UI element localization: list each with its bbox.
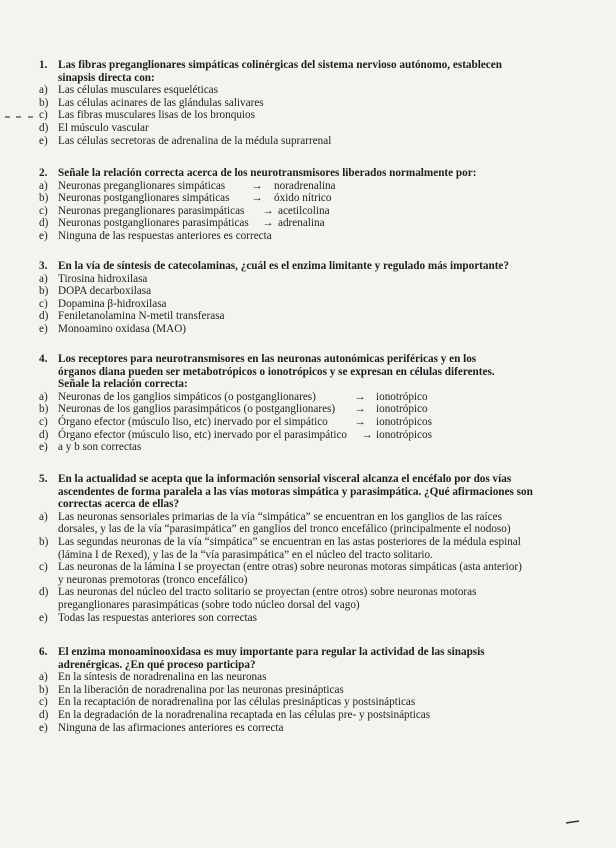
arrow-icon: →	[251, 192, 263, 205]
option-letter: b)	[39, 96, 49, 109]
option-letter: d)	[39, 217, 49, 230]
option-d	[39, 217, 528, 230]
option-text: Monoamino oxidasa (MAO)	[58, 322, 187, 335]
option-text: a y b son correctas	[58, 441, 142, 454]
option-c	[39, 297, 528, 311]
option-e	[39, 721, 528, 735]
option-letter: b)	[39, 192, 49, 205]
question-3	[0, 260, 616, 336]
option-d	[39, 310, 528, 323]
option-text: Ninguna de las afirmaciones anteriores es correcta	[58, 721, 284, 734]
option-text: Ninguna de las respuestas anteriores es correcta	[58, 229, 272, 242]
option-letter: c)	[39, 415, 48, 428]
arrow-icon: →	[251, 179, 263, 192]
option-e	[39, 229, 528, 243]
option-text: Dopamina β-hidroxilasa	[58, 297, 167, 310]
option-text: DOPA decarboxilasa	[58, 285, 152, 298]
option-letter: d)	[39, 121, 49, 134]
option-text: Todas las respuestas anteriores son correctas	[58, 611, 257, 624]
option-text: Las células secretoras de adrenalina de la médula suprarrenal	[58, 134, 332, 147]
option-left-text: Neuronas de los ganglios parasimpáticos (o postganglionares)	[58, 403, 336, 416]
option-letter: a)	[39, 510, 48, 523]
option-text: Las neuronas del núcleo del tracto solitario se proyectan (entre otros) sobre neuronas motoras preganglionares parasimpáticas (sobre todo núcleo dorsal del vago)	[58, 586, 477, 611]
scan-mark	[565, 818, 581, 826]
option-letter: c)	[39, 109, 48, 122]
option-a	[39, 390, 528, 404]
option-left-text: Neuronas preganglionares parasimpáticas	[58, 204, 245, 217]
option-c	[39, 204, 528, 218]
option-left-text: Neuronas postganglionares simpáticas	[58, 192, 230, 205]
option-letter: e)	[39, 721, 48, 734]
option-d	[39, 586, 528, 611]
option-right-text: ionotrópicos	[376, 415, 432, 428]
arrow-icon: →	[262, 217, 274, 230]
pen-stroke-mark	[4, 112, 38, 122]
option-left-text: Neuronas preganglionares simpáticas	[58, 179, 226, 192]
option-left-text: Neuronas de los ganglios simpáticos (o postganglionares)	[58, 390, 316, 403]
question-6	[0, 646, 616, 734]
option-text: Las células acinares de las glándulas salivares	[58, 96, 264, 109]
option-text: Las fibras musculares lisas de los bronquios	[58, 109, 255, 122]
option-a	[39, 272, 528, 286]
option-left-text: Órgano efector (músculo liso, etc) inervado por el parasimpático	[58, 428, 348, 441]
option-letter: a)	[39, 84, 48, 97]
option-text: En la liberación de noradrenalina por las neuronas presinápticas	[58, 683, 344, 696]
question-6-text	[39, 646, 518, 671]
arrow-icon: →	[354, 403, 366, 416]
question-number: 2.	[39, 167, 48, 179]
option-letter: e)	[39, 322, 48, 335]
question-5	[0, 473, 616, 624]
option-letter: c)	[39, 204, 48, 217]
option-e	[39, 134, 528, 148]
option-letter: e)	[39, 441, 48, 454]
option-c	[39, 696, 528, 709]
option-right-text: adrenalina	[278, 217, 325, 230]
option-letter: e)	[39, 229, 48, 242]
option-letter: b)	[39, 285, 49, 298]
option-letter: a)	[39, 390, 48, 403]
option-letter: c)	[39, 561, 48, 574]
option-e	[39, 322, 528, 336]
question-3-text	[39, 260, 538, 273]
arrow-icon: →	[262, 204, 274, 217]
question-statement: Señale la relación correcta acerca de los neurotransmisores liberados normalmente por:	[58, 167, 477, 179]
option-letter: d)	[39, 310, 49, 323]
option-text: En la síntesis de noradrenalina en las neuronas	[58, 671, 267, 684]
option-d	[39, 708, 528, 722]
question-number: 3.	[39, 260, 48, 272]
option-a	[39, 179, 528, 193]
option-text: Feniletanolamina N-metil transferasa	[58, 310, 225, 323]
option-letter: e)	[39, 134, 48, 147]
option-b	[39, 96, 528, 110]
option-b	[39, 683, 528, 697]
option-left-text: Órgano efector (músculo liso, etc) inervado por el simpático	[58, 415, 328, 428]
option-text: Las células musculares esqueléticas	[58, 84, 218, 97]
option-right-text: noradrenalina	[274, 179, 336, 192]
question-statement: En la actualidad se acepta que la información sensorial visceral alcanza el encéfalo por dos vías ascendentes de forma paralela a las vías motoras simpática y parasimpática. ¿Qué afirmaciones son correctas acerca de ellas?	[58, 473, 533, 511]
option-b	[39, 285, 528, 298]
option-letter: a)	[39, 671, 48, 684]
option-text: En la degradación de la noradrenalina recaptada en las células pre- y postsinápticas	[58, 708, 431, 721]
arrow-icon: →	[354, 415, 366, 428]
option-text: Las segundas neuronas de la vía “simpática” se encuentran en las astas posteriores de la médula espinal (lámina I de Rexed), y las de la “vía parasimpática” en el núcleo del tracto solitario.	[58, 535, 521, 561]
option-text: Tirosina hidroxilasa	[58, 272, 148, 285]
option-right-text: ionotrópico	[376, 403, 428, 416]
option-d	[39, 428, 528, 442]
option-d	[39, 121, 528, 135]
option-b	[39, 535, 528, 561]
option-e	[39, 611, 528, 625]
option-a	[39, 510, 528, 536]
option-c	[39, 415, 528, 429]
question-4	[0, 353, 616, 454]
option-a	[39, 671, 528, 684]
option-letter: e)	[39, 611, 48, 624]
question-2	[0, 167, 616, 243]
question-2-text	[39, 167, 528, 180]
option-b	[39, 192, 528, 205]
arrow-icon: →	[354, 390, 366, 403]
question-number: 5.	[39, 473, 48, 485]
option-letter: d)	[39, 708, 49, 721]
option-letter: a)	[39, 179, 48, 192]
question-1	[0, 59, 616, 147]
option-a	[39, 84, 528, 97]
question-5-text	[39, 473, 536, 511]
option-letter: a)	[39, 272, 48, 285]
option-right-text: acetilcolina	[278, 204, 330, 217]
option-text: Las neuronas de la lámina I se proyectan (entre otras) sobre neuronas motoras simpáticas (asta anterior) y neuronas premotoras (tronco encefálico)	[58, 561, 522, 586]
option-left-text: Neuronas postganglionares parasimpáticas	[58, 217, 249, 230]
option-right-text: ionotrópicos	[376, 428, 432, 441]
option-letter: b)	[39, 683, 49, 696]
question-statement: El enzima monoaminooxidasa es muy importante para regular la actividad de las sinapsis adrenérgicas. ¿En qué proceso participa?	[58, 646, 485, 671]
option-letter: d)	[39, 586, 49, 599]
option-text: Las neuronas sensoriales primarias de la vía “simpática” se encuentran en los ganglios de las raíces dorsales, y las de la vía “parasimpática” en ganglios del tronco encefálico (principalmente el nodoso)	[58, 510, 511, 536]
option-c	[39, 561, 528, 586]
option-letter: b)	[39, 535, 49, 548]
option-letter: d)	[39, 428, 49, 441]
option-letter: c)	[39, 696, 48, 709]
option-right-text: ionotrópico	[376, 390, 428, 403]
option-right-text: óxido nítrico	[274, 192, 332, 205]
question-statement: Los receptores para neurotransmisores en las neuronas autonómicas periféricas y en los órganos diana pueden ser metabotrópicos o ionotrópicos y se expresan en células diferentes. Señale la relación correcta:	[58, 353, 495, 391]
option-c	[39, 109, 528, 122]
question-1-text	[39, 59, 528, 84]
arrow-icon: →	[361, 428, 373, 441]
question-number: 1.	[39, 59, 48, 71]
option-letter: c)	[39, 297, 48, 310]
option-text: El músculo vascular	[58, 121, 149, 134]
option-text: En la recaptación de noradrenalina por las células presinápticas y postsinápticas	[58, 696, 416, 709]
question-4-text	[39, 353, 508, 391]
question-statement: Las fibras preganglionares simpáticas colinérgicas del sistema nervioso autónomo, establecen sinapsis directa con:	[58, 59, 502, 84]
question-statement: En la vía de síntesis de catecolaminas, ¿cuál es el enzima limitante y regulado más importante?	[58, 260, 509, 272]
option-b	[39, 403, 528, 416]
question-number: 4.	[39, 353, 48, 365]
option-letter: b)	[39, 403, 49, 416]
option-e	[39, 441, 528, 454]
question-number: 6.	[39, 646, 48, 658]
